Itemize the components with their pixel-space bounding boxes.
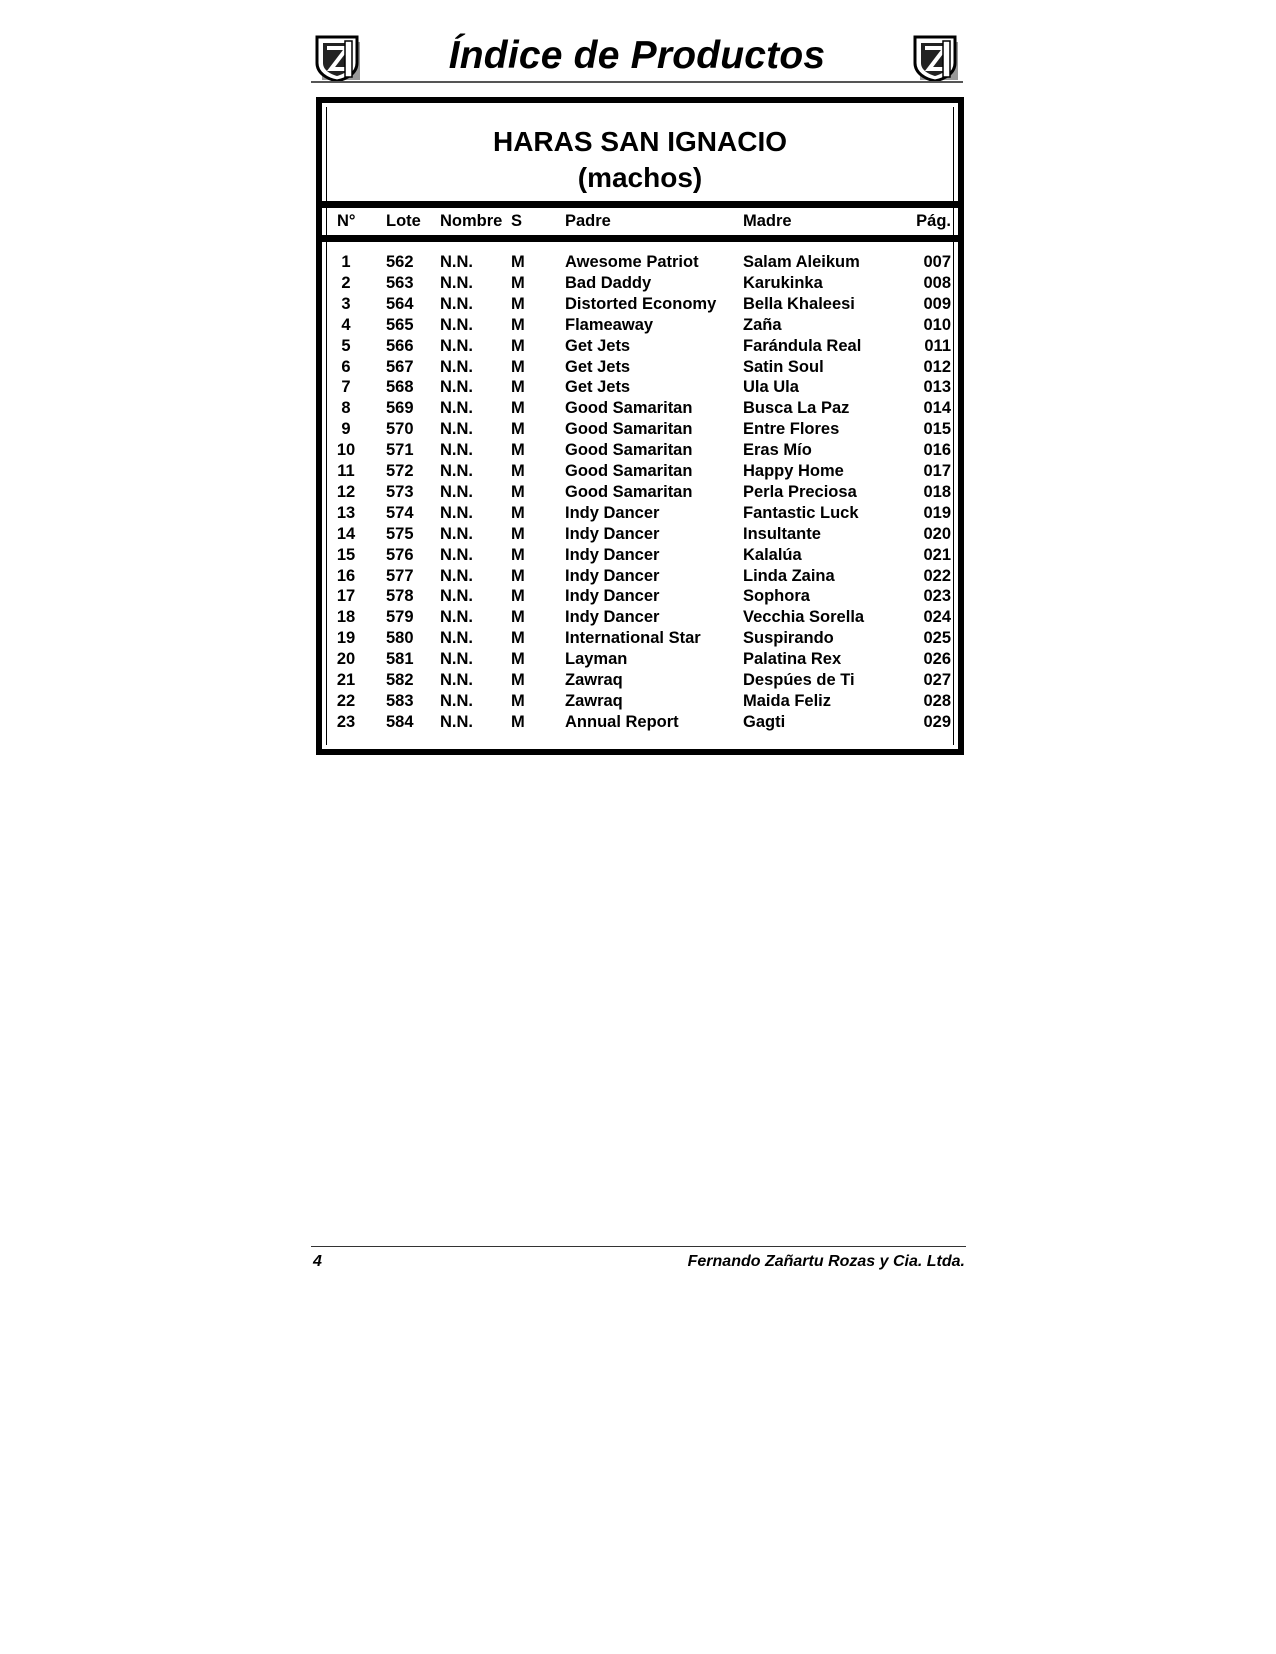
row-lote: 566 [386,336,414,355]
row-number: 11 [337,462,355,480]
section-title-line2: (machos) [577,162,703,193]
row-lote: 579 [386,608,414,627]
table-header [327,211,953,231]
page-number: 4 [313,1253,322,1270]
row-nombre: N.N. [440,671,473,689]
table-row [327,607,953,627]
row-madre: Zaña [743,315,782,334]
row-lote: 573 [386,482,414,501]
row-nombre: N.N. [440,294,473,313]
row-padre: Zawraq [565,691,623,710]
row-number: 19 [336,629,356,648]
row-lote: 571 [386,441,414,460]
row-madre: Gagti [743,712,786,731]
row-madre: Maida Feliz [743,691,832,710]
footer-company: Fernando Zañartu Rozas y Cia. Ltda. [687,1253,965,1270]
row-padre: International Star [565,629,701,648]
row-lote: 568 [386,378,414,397]
row-madre: Bella Khaleesi [743,294,855,313]
row-sexo: M [511,671,525,689]
column-header-nombre: Nombre [440,212,503,230]
row-nombre: N.N. [440,608,473,627]
row-nombre: N.N. [440,273,473,292]
row-lote: 565 [386,315,414,334]
row-pagina: 007 [923,253,951,271]
row-padre: Good Samaritan [565,482,693,501]
column-header-padre: Padre [565,212,611,230]
row-lote: 570 [386,420,414,439]
row-padre: Awesome Patriot [565,253,699,271]
row-pagina: 011 [924,336,951,355]
row-nombre: N.N. [440,336,473,355]
row-padre: Good Samaritan [565,420,693,439]
index-frame-inner [326,107,954,745]
table-row [327,691,953,711]
row-pagina: 013 [923,378,951,397]
row-madre: Vecchia Sorella [743,608,865,627]
table-row [327,419,953,439]
row-nombre: N.N. [440,420,473,439]
row-pagina: 014 [923,399,951,418]
row-number: 3 [341,294,351,313]
row-padre: Flameaway [565,315,654,334]
row-madre: Linda Zaina [743,566,835,585]
row-madre: Entre Flores [743,420,840,439]
table-row [327,336,953,356]
row-madre: Suspirando [743,629,834,648]
row-pagina: 018 [923,482,951,501]
table-row [327,315,953,335]
row-madre: Satin Soul [743,357,824,376]
row-nombre: N.N. [440,629,473,648]
row-pagina: 012 [923,357,951,376]
row-number: 23 [336,712,356,731]
section-title [327,124,953,196]
table-row [327,294,953,314]
row-pagina: 023 [923,587,951,606]
row-sexo: M [511,441,525,460]
row-lote: 572 [386,462,414,480]
row-pagina: 017 [923,462,951,480]
row-pagina: 025 [923,629,951,648]
row-nombre: N.N. [440,545,473,564]
column-header-number: N° [337,212,356,230]
row-madre: Palatina Rex [743,650,842,669]
column-header-pagina: Pág. [916,212,951,230]
row-padre: Bad Daddy [565,273,652,292]
row-nombre: N.N. [440,253,473,271]
row-number: 12 [336,482,356,501]
table-row [327,649,953,669]
row-sexo: M [511,336,525,355]
table-row [327,398,953,418]
table-row [327,524,953,544]
row-nombre: N.N. [440,503,473,522]
row-pagina: 028 [923,691,951,710]
row-pagina: 026 [923,650,951,669]
row-sexo: M [511,399,525,418]
section-title-line1: HARAS SAN IGNACIO [492,126,787,157]
row-nombre: N.N. [440,587,473,606]
row-number: 9 [341,420,351,439]
row-nombre: N.N. [440,441,473,460]
row-padre: Get Jets [565,357,631,376]
row-number: 4 [341,315,351,334]
row-number: 13 [336,503,356,522]
row-sexo: M [511,253,525,271]
row-sexo: M [511,273,525,292]
index-frame [316,97,964,755]
row-padre: Indy Dancer [565,566,660,585]
row-padre: Zawraq [565,671,623,689]
row-padre: Good Samaritan [565,399,693,418]
row-madre: Fantastic Luck [743,503,859,522]
row-nombre: N.N. [440,315,473,334]
row-nombre: N.N. [440,566,473,585]
row-padre: Good Samaritan [565,441,693,460]
company-logo-icon [911,33,961,83]
table-row [327,670,953,690]
row-nombre: N.N. [440,462,473,480]
row-lote: 564 [386,294,414,313]
row-sexo: M [511,566,525,585]
row-number: 8 [341,399,351,418]
table-row [327,273,953,293]
title-divider [317,201,963,208]
row-number: 17 [336,587,356,606]
row-madre: Perla Preciosa [743,482,857,501]
row-lote: 575 [386,524,414,543]
row-number: 5 [341,336,351,355]
row-padre: Distorted Economy [565,294,717,313]
row-sexo: M [511,315,525,334]
row-number: 18 [336,608,356,627]
row-sexo: M [511,420,525,439]
row-sexo: M [511,629,525,648]
row-nombre: N.N. [440,482,473,501]
row-sexo: M [511,712,525,731]
row-lote: 563 [386,273,414,292]
row-madre: Farándula Real [743,336,862,355]
row-madre: Kalalúa [743,545,802,564]
row-nombre: N.N. [440,712,473,731]
row-number: 22 [336,691,356,710]
row-pagina: 021 [923,545,951,564]
row-padre: Get Jets [565,336,631,355]
row-lote: 567 [386,357,414,376]
row-madre: Sophora [743,587,810,606]
row-number: 21 [336,671,356,689]
row-number: 15 [336,545,356,564]
row-sexo: M [511,608,525,627]
row-nombre: N.N. [440,399,473,418]
table-row [327,503,953,523]
row-pagina: 022 [923,566,951,585]
row-sexo: M [511,650,525,669]
table-row [327,252,953,272]
table-row [327,377,953,397]
row-madre: Despúes de Ti [743,671,855,689]
row-pagina: 008 [923,273,951,292]
row-pagina: 016 [923,441,951,460]
row-padre: Indy Dancer [565,587,660,606]
row-padre: Annual Report [565,712,679,731]
row-pagina: 015 [923,420,951,439]
row-sexo: M [511,503,525,522]
row-number: 2 [341,273,351,292]
column-header-lote: Lote [386,212,421,230]
row-sexo: M [511,357,525,376]
row-lote: 574 [386,503,414,522]
row-pagina: 010 [923,315,951,334]
row-padre: Good Samaritan [565,462,693,480]
row-lote: 569 [386,399,414,418]
row-madre: Salam Aleikum [743,253,860,271]
row-lote: 577 [386,566,414,585]
row-number: 20 [336,650,356,669]
row-padre: Indy Dancer [565,545,660,564]
row-madre: Ula Ula [743,378,799,397]
table-row [327,586,953,606]
row-number: 6 [341,357,351,376]
row-pagina: 009 [923,294,951,313]
row-lote: 578 [386,587,414,606]
row-padre: Indy Dancer [565,524,660,543]
row-madre: Karukinka [743,273,823,292]
row-sexo: M [511,545,525,564]
row-nombre: N.N. [440,650,473,669]
row-pagina: 024 [923,608,951,627]
footer-rule [311,1246,966,1247]
row-madre: Eras Mío [743,441,812,460]
row-nombre: N.N. [440,691,473,710]
row-lote: 580 [386,629,414,648]
row-sexo: M [511,378,525,397]
table-row [327,482,953,502]
table-row [327,566,953,586]
table-row [327,628,953,648]
row-number: 1 [341,253,351,271]
row-padre: Get Jets [565,378,631,397]
header-row-divider [317,235,963,242]
row-madre: Busca La Paz [743,399,850,418]
column-header-sexo: S [511,212,523,230]
row-number: 14 [336,524,356,543]
row-lote: 576 [386,545,414,564]
row-padre: Indy Dancer [565,503,660,522]
row-sexo: M [511,587,525,606]
row-number: 7 [341,378,351,397]
row-madre: Happy Home [743,462,844,480]
row-sexo: M [511,462,525,480]
row-pagina: 029 [923,712,951,731]
table-row [327,712,953,732]
row-sexo: M [511,691,525,710]
row-padre: Layman [565,650,628,669]
row-nombre: N.N. [440,378,473,397]
row-nombre: N.N. [440,524,473,543]
table-row [327,545,953,565]
row-sexo: M [511,524,525,543]
column-header-madre: Madre [743,212,792,230]
row-sexo: M [511,482,525,501]
row-lote: 562 [386,253,414,271]
row-pagina: 019 [923,503,951,522]
page-header [311,30,963,86]
row-lote: 581 [386,650,414,669]
table-row [327,440,953,460]
row-sexo: M [511,294,525,313]
row-number: 10 [336,441,356,460]
row-padre: Indy Dancer [565,608,660,627]
page-title: Índice de Productos [448,34,826,77]
row-madre: Insultante [743,524,821,543]
table-row [327,461,953,481]
row-lote: 583 [386,691,414,710]
row-pagina: 020 [923,524,951,543]
row-lote: 584 [386,712,414,731]
header-divider [311,81,963,83]
row-pagina: 027 [923,671,951,689]
table-row [327,357,953,377]
row-nombre: N.N. [440,357,473,376]
row-number: 16 [336,566,356,585]
row-lote: 582 [386,671,414,689]
